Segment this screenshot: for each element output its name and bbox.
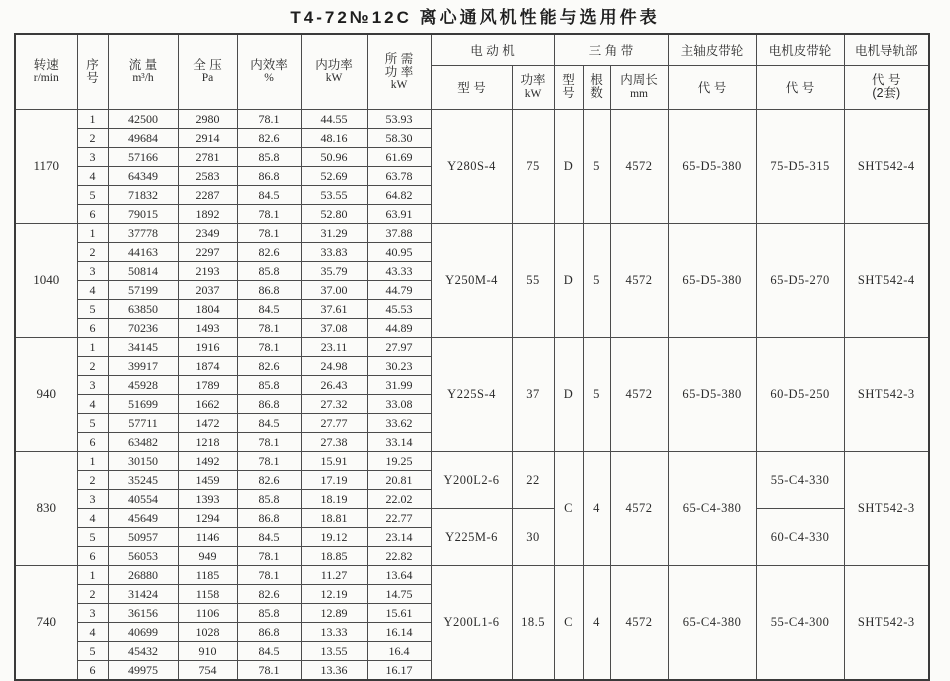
cell-belt-type: C <box>554 565 583 680</box>
cell-belt-type: D <box>554 337 583 451</box>
cell-internal-power: 17.19 <box>301 470 367 489</box>
cell-internal-power: 31.29 <box>301 223 367 242</box>
cell-internal-power: 15.91 <box>301 451 367 470</box>
cell-rail: SHT542-3 <box>844 565 929 680</box>
cell-belt-length: 4572 <box>610 565 668 680</box>
cell-efficiency: 78.1 <box>237 109 301 128</box>
cell-efficiency: 85.8 <box>237 375 301 394</box>
cell-flow: 64349 <box>108 166 178 185</box>
header-rail-code-line1: 代 号 <box>872 72 901 87</box>
cell-internal-power: 33.83 <box>301 242 367 261</box>
cell-required-power: 30.23 <box>367 356 431 375</box>
cell-internal-power: 18.19 <box>301 489 367 508</box>
header-motor-pulley-group: 电机皮带轮 <box>756 34 844 65</box>
cell-flow: 40554 <box>108 489 178 508</box>
cell-required-power: 13.64 <box>367 565 431 584</box>
cell-motor-pulley: 60-C4-330 <box>756 508 844 565</box>
header-belt-count-line1: 根 <box>590 72 603 87</box>
cell-efficiency: 78.1 <box>237 318 301 337</box>
cell-index: 1 <box>77 223 108 242</box>
header-motor-group: 电 动 机 <box>431 34 554 65</box>
cell-rail: SHT542-3 <box>844 451 929 565</box>
cell-pressure: 1789 <box>178 375 237 394</box>
cell-efficiency: 86.8 <box>237 622 301 641</box>
cell-internal-power: 26.43 <box>301 375 367 394</box>
cell-motor-power: 22 <box>512 451 554 508</box>
cell-flow: 36156 <box>108 603 178 622</box>
header-index-line1: 序 <box>86 57 99 72</box>
cell-required-power: 33.14 <box>367 432 431 451</box>
cell-internal-power: 18.81 <box>301 508 367 527</box>
header-internal-power <box>301 34 367 109</box>
cell-flow: 57711 <box>108 413 178 432</box>
cell-flow: 45432 <box>108 641 178 660</box>
cell-pressure: 2287 <box>178 185 237 204</box>
cell-index: 4 <box>77 394 108 413</box>
header-motor-power-unit: kW <box>524 87 542 100</box>
cell-efficiency: 85.8 <box>237 603 301 622</box>
cell-efficiency: 86.8 <box>237 166 301 185</box>
header-pressure-label: 全 压 <box>193 58 222 73</box>
cell-index: 5 <box>77 413 108 432</box>
cell-efficiency: 78.1 <box>237 223 301 242</box>
cell-efficiency: 84.5 <box>237 641 301 660</box>
cell-internal-power: 37.00 <box>301 280 367 299</box>
cell-rail: SHT542-4 <box>844 223 929 337</box>
cell-index: 5 <box>77 185 108 204</box>
cell-main-pulley: 65-D5-380 <box>668 223 756 337</box>
cell-required-power: 53.93 <box>367 109 431 128</box>
cell-required-power: 44.89 <box>367 318 431 337</box>
cell-motor-power: 18.5 <box>512 565 554 680</box>
cell-required-power: 20.81 <box>367 470 431 489</box>
cell-index: 1 <box>77 565 108 584</box>
cell-belt-count: 5 <box>583 109 610 223</box>
header-motor-power-label: 功率 <box>520 73 546 88</box>
cell-required-power: 33.08 <box>367 394 431 413</box>
cell-internal-power: 12.89 <box>301 603 367 622</box>
cell-internal-power: 37.08 <box>301 318 367 337</box>
cell-motor-model: Y225M-6 <box>431 508 512 565</box>
cell-pressure: 2193 <box>178 261 237 280</box>
cell-required-power: 33.62 <box>367 413 431 432</box>
header-efficiency-unit: % <box>264 72 274 85</box>
cell-flow: 50814 <box>108 261 178 280</box>
cell-pressure: 2037 <box>178 280 237 299</box>
cell-flow: 44163 <box>108 242 178 261</box>
cell-index: 6 <box>77 204 108 223</box>
cell-belt-count: 4 <box>583 451 610 565</box>
header-internal-power-unit: kW <box>325 72 343 85</box>
cell-pressure: 1106 <box>178 603 237 622</box>
cell-flow: 26880 <box>108 565 178 584</box>
cell-index: 5 <box>77 527 108 546</box>
cell-belt-type: C <box>554 451 583 565</box>
cell-index: 6 <box>77 432 108 451</box>
cell-index: 2 <box>77 470 108 489</box>
cell-speed: 1170 <box>15 109 77 223</box>
cell-rail: SHT542-4 <box>844 109 929 223</box>
cell-index: 6 <box>77 546 108 565</box>
cell-belt-length: 4572 <box>610 223 668 337</box>
cell-index: 4 <box>77 622 108 641</box>
cell-index: 5 <box>77 299 108 318</box>
cell-index: 3 <box>77 603 108 622</box>
cell-efficiency: 84.5 <box>237 413 301 432</box>
cell-required-power: 44.79 <box>367 280 431 299</box>
cell-internal-power: 37.61 <box>301 299 367 318</box>
header-efficiency-label: 内效率 <box>250 58 288 73</box>
cell-pressure: 1662 <box>178 394 237 413</box>
cell-index: 6 <box>77 660 108 680</box>
header-required-power <box>367 34 431 109</box>
cell-internal-power: 23.11 <box>301 337 367 356</box>
cell-pressure: 1028 <box>178 622 237 641</box>
cell-pressure: 910 <box>178 641 237 660</box>
header-required-power-line1: 所 需 <box>384 51 414 66</box>
cell-flow: 50957 <box>108 527 178 546</box>
header-pressure <box>178 34 237 109</box>
cell-flow: 63482 <box>108 432 178 451</box>
cell-efficiency: 82.6 <box>237 584 301 603</box>
header-speed-unit: r/min <box>33 72 59 85</box>
cell-flow: 56053 <box>108 546 178 565</box>
cell-flow: 63850 <box>108 299 178 318</box>
header-belt-length-label: 内周长 <box>620 73 658 88</box>
cell-index: 6 <box>77 318 108 337</box>
cell-required-power: 43.33 <box>367 261 431 280</box>
header-belt-type-line2: 号 <box>562 86 575 100</box>
cell-flow: 49684 <box>108 128 178 147</box>
cell-main-pulley: 65-D5-380 <box>668 337 756 451</box>
cell-internal-power: 18.85 <box>301 546 367 565</box>
cell-belt-count: 4 <box>583 565 610 680</box>
cell-pressure: 1393 <box>178 489 237 508</box>
cell-motor-model: Y250M-4 <box>431 223 512 337</box>
header-belt-type-line1: 型 <box>562 72 575 87</box>
cell-required-power: 27.97 <box>367 337 431 356</box>
cell-required-power: 61.69 <box>367 147 431 166</box>
header-internal-power-label: 内功率 <box>315 58 353 73</box>
cell-pressure: 1472 <box>178 413 237 432</box>
cell-efficiency: 78.1 <box>237 565 301 584</box>
table-row <box>15 565 929 584</box>
cell-efficiency: 78.1 <box>237 204 301 223</box>
cell-flow: 49975 <box>108 660 178 680</box>
cell-motor-pulley: 60-D5-250 <box>756 337 844 451</box>
cell-internal-power: 27.32 <box>301 394 367 413</box>
cell-pressure: 2781 <box>178 147 237 166</box>
cell-efficiency: 78.1 <box>237 432 301 451</box>
cell-motor-pulley: 75-D5-315 <box>756 109 844 223</box>
cell-pressure: 754 <box>178 660 237 680</box>
cell-flow: 35245 <box>108 470 178 489</box>
cell-required-power: 22.02 <box>367 489 431 508</box>
cell-index: 4 <box>77 166 108 185</box>
cell-efficiency: 85.8 <box>237 489 301 508</box>
cell-efficiency: 85.8 <box>237 261 301 280</box>
cell-internal-power: 13.33 <box>301 622 367 641</box>
cell-flow: 51699 <box>108 394 178 413</box>
cell-motor-model: Y200L1-6 <box>431 565 512 680</box>
cell-efficiency: 78.1 <box>237 660 301 680</box>
cell-required-power: 16.4 <box>367 641 431 660</box>
cell-internal-power: 13.55 <box>301 641 367 660</box>
cell-index: 3 <box>77 147 108 166</box>
header-rail-code <box>844 65 929 109</box>
cell-flow: 57199 <box>108 280 178 299</box>
cell-internal-power: 11.27 <box>301 565 367 584</box>
cell-required-power: 63.91 <box>367 204 431 223</box>
cell-required-power: 23.14 <box>367 527 431 546</box>
cell-speed: 940 <box>15 337 77 451</box>
cell-flow: 71832 <box>108 185 178 204</box>
cell-efficiency: 84.5 <box>237 299 301 318</box>
cell-motor-pulley: 55-C4-330 <box>756 451 844 508</box>
cell-required-power: 16.17 <box>367 660 431 680</box>
cell-internal-power: 53.55 <box>301 185 367 204</box>
header-belt-length-unit: mm <box>630 87 648 100</box>
cell-flow: 39917 <box>108 356 178 375</box>
cell-efficiency: 84.5 <box>237 527 301 546</box>
cell-internal-power: 19.12 <box>301 527 367 546</box>
cell-flow: 30150 <box>108 451 178 470</box>
cell-internal-power: 44.55 <box>301 109 367 128</box>
cell-efficiency: 78.1 <box>237 451 301 470</box>
cell-pressure: 1493 <box>178 318 237 337</box>
cell-internal-power: 35.79 <box>301 261 367 280</box>
page-title: T4-72№12C 离心通风机性能与选用件表 <box>290 8 660 27</box>
cell-motor-pulley: 65-D5-270 <box>756 223 844 337</box>
cell-internal-power: 24.98 <box>301 356 367 375</box>
cell-belt-type: D <box>554 223 583 337</box>
cell-pressure: 1459 <box>178 470 237 489</box>
cell-required-power: 19.25 <box>367 451 431 470</box>
cell-motor-power: 75 <box>512 109 554 223</box>
cell-pressure: 1804 <box>178 299 237 318</box>
cell-required-power: 31.99 <box>367 375 431 394</box>
cell-internal-power: 50.96 <box>301 147 367 166</box>
cell-required-power: 64.82 <box>367 185 431 204</box>
cell-required-power: 37.88 <box>367 223 431 242</box>
cell-required-power: 22.82 <box>367 546 431 565</box>
cell-efficiency: 86.8 <box>237 280 301 299</box>
table-row <box>15 109 929 128</box>
cell-efficiency: 86.8 <box>237 508 301 527</box>
header-belt-group: 三 角 带 <box>554 34 668 65</box>
cell-required-power: 14.75 <box>367 584 431 603</box>
cell-internal-power: 12.19 <box>301 584 367 603</box>
header-speed-label: 转速 <box>33 58 59 73</box>
cell-pressure: 949 <box>178 546 237 565</box>
cell-pressure: 1158 <box>178 584 237 603</box>
header-belt-length <box>610 65 668 109</box>
cell-efficiency: 78.1 <box>237 546 301 565</box>
cell-pressure: 1185 <box>178 565 237 584</box>
cell-required-power: 58.30 <box>367 128 431 147</box>
cell-index: 1 <box>77 451 108 470</box>
header-flow <box>108 34 178 109</box>
cell-flow: 45928 <box>108 375 178 394</box>
cell-efficiency: 82.6 <box>237 356 301 375</box>
cell-pressure: 2914 <box>178 128 237 147</box>
header-required-power-unit: kW <box>390 78 408 91</box>
cell-motor-model: Y280S-4 <box>431 109 512 223</box>
cell-main-pulley: 65-D5-380 <box>668 109 756 223</box>
cell-pressure: 1916 <box>178 337 237 356</box>
cell-index: 2 <box>77 584 108 603</box>
cell-pressure: 1492 <box>178 451 237 470</box>
cell-index: 2 <box>77 356 108 375</box>
cell-speed: 740 <box>15 565 77 680</box>
table-row <box>15 451 929 470</box>
header-rail-code-line2: (2套) <box>872 86 901 100</box>
cell-pressure: 2583 <box>178 166 237 185</box>
cell-flow: 57166 <box>108 147 178 166</box>
header-motor-pulley-code: 代 号 <box>756 65 844 109</box>
cell-index: 1 <box>77 337 108 356</box>
header-efficiency <box>237 34 301 109</box>
header-belt-count-line2: 数 <box>590 86 603 100</box>
cell-flow: 34145 <box>108 337 178 356</box>
cell-pressure: 2980 <box>178 109 237 128</box>
cell-pressure: 1874 <box>178 356 237 375</box>
cell-motor-power: 55 <box>512 223 554 337</box>
cell-motor-power: 30 <box>512 508 554 565</box>
header-belt-count <box>583 65 610 109</box>
cell-motor-model: Y200L2-6 <box>431 451 512 508</box>
header-index <box>77 34 108 109</box>
cell-index: 5 <box>77 641 108 660</box>
header-flow-label: 流 量 <box>128 58 158 73</box>
cell-flow: 42500 <box>108 109 178 128</box>
table-row <box>15 223 929 242</box>
cell-internal-power: 13.36 <box>301 660 367 680</box>
header-motor-model: 型 号 <box>431 65 512 109</box>
cell-belt-count: 5 <box>583 337 610 451</box>
cell-required-power: 22.77 <box>367 508 431 527</box>
cell-index: 1 <box>77 109 108 128</box>
header-rail-group: 电机导轨部 <box>844 34 929 65</box>
header-required-power-line2: 功 率 <box>384 64 414 79</box>
cell-required-power: 16.14 <box>367 622 431 641</box>
cell-internal-power: 27.77 <box>301 413 367 432</box>
cell-motor-power: 37 <box>512 337 554 451</box>
header-index-line2: 号 <box>86 70 99 85</box>
header-speed <box>15 34 77 109</box>
cell-flow: 70236 <box>108 318 178 337</box>
cell-efficiency: 82.6 <box>237 128 301 147</box>
cell-efficiency: 82.6 <box>237 242 301 261</box>
cell-index: 3 <box>77 375 108 394</box>
cell-motor-model: Y225S-4 <box>431 337 512 451</box>
header-pressure-unit: Pa <box>201 72 214 85</box>
cell-efficiency: 84.5 <box>237 185 301 204</box>
cell-belt-length: 4572 <box>610 451 668 565</box>
cell-index: 4 <box>77 280 108 299</box>
cell-index: 2 <box>77 242 108 261</box>
cell-efficiency: 78.1 <box>237 337 301 356</box>
cell-internal-power: 52.69 <box>301 166 367 185</box>
cell-main-pulley: 65-C4-380 <box>668 451 756 565</box>
table-row <box>15 337 929 356</box>
cell-flow: 40699 <box>108 622 178 641</box>
cell-flow: 37778 <box>108 223 178 242</box>
cell-index: 3 <box>77 489 108 508</box>
fan-performance-table <box>14 33 930 681</box>
cell-efficiency: 85.8 <box>237 147 301 166</box>
cell-required-power: 45.53 <box>367 299 431 318</box>
cell-index: 2 <box>77 128 108 147</box>
cell-rail: SHT542-3 <box>844 337 929 451</box>
cell-index: 3 <box>77 261 108 280</box>
cell-internal-power: 48.16 <box>301 128 367 147</box>
cell-internal-power: 52.80 <box>301 204 367 223</box>
cell-flow: 45649 <box>108 508 178 527</box>
cell-speed: 1040 <box>15 223 77 337</box>
cell-pressure: 1218 <box>178 432 237 451</box>
cell-required-power: 15.61 <box>367 603 431 622</box>
cell-speed: 830 <box>15 451 77 565</box>
cell-internal-power: 27.38 <box>301 432 367 451</box>
cell-main-pulley: 65-C4-380 <box>668 565 756 680</box>
cell-pressure: 1892 <box>178 204 237 223</box>
cell-efficiency: 82.6 <box>237 470 301 489</box>
cell-motor-pulley: 55-C4-300 <box>756 565 844 680</box>
cell-pressure: 1146 <box>178 527 237 546</box>
cell-belt-length: 4572 <box>610 337 668 451</box>
cell-flow: 79015 <box>108 204 178 223</box>
header-main-pulley-code: 代 号 <box>668 65 756 109</box>
cell-required-power: 40.95 <box>367 242 431 261</box>
cell-belt-count: 5 <box>583 223 610 337</box>
header-main-pulley-group: 主轴皮带轮 <box>668 34 756 65</box>
cell-efficiency: 86.8 <box>237 394 301 413</box>
header-motor-power <box>512 65 554 109</box>
header-belt-type <box>554 65 583 109</box>
cell-flow: 31424 <box>108 584 178 603</box>
cell-required-power: 63.78 <box>367 166 431 185</box>
cell-pressure: 2297 <box>178 242 237 261</box>
cell-belt-type: D <box>554 109 583 223</box>
cell-pressure: 2349 <box>178 223 237 242</box>
cell-pressure: 1294 <box>178 508 237 527</box>
cell-index: 4 <box>77 508 108 527</box>
table-row <box>15 508 929 527</box>
header-flow-unit: m³/h <box>132 72 154 85</box>
cell-belt-length: 4572 <box>610 109 668 223</box>
